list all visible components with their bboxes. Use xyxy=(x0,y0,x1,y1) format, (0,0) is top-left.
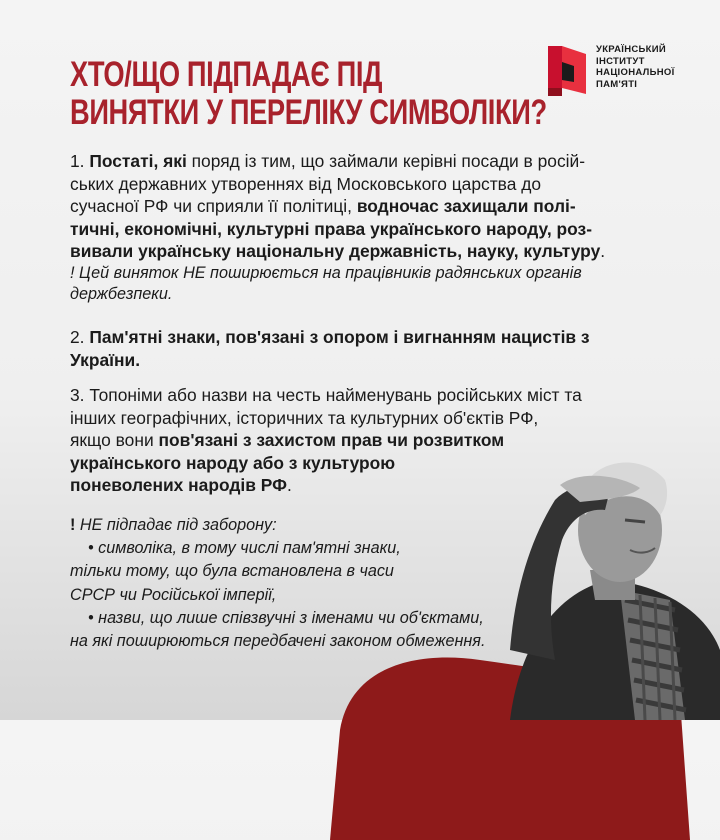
title-line-2: ВИНЯТКИ У ПЕРЕЛІКУ СИМВОЛІКИ? xyxy=(70,93,547,132)
item-1: 1. Постаті, які поряд із тим, що займали керівні посади в росій- ських державних утвореннях від Московського царства до сучасної РФ чи сприяли її політиці, водночас захищали полі- тичні, економічні, культурні права українського народу, роз- вивали українську національну державність, науку, культуру. ! Цей виняток НЕ поширюється на працівників радянських органів держбезпеки. xyxy=(70,150,670,305)
item-2: 2. Пам'ятні знаки, пов'язані з опором і вигнанням нацистів з України. xyxy=(70,327,590,370)
title-line-1: ХТО/ЩО ПІДПАДАЄ ПІД xyxy=(70,55,383,94)
page-title xyxy=(70,55,547,132)
item-1-lead: Постаті, які xyxy=(89,151,187,171)
portrait-image xyxy=(470,420,720,720)
institute-logo xyxy=(546,42,696,102)
logo-text: УКРАЇНСЬКИЙ ІНСТИТУТ НАЦІОНАЛЬНОЇ ПАМ'ЯТІ xyxy=(596,44,675,90)
institute-logo-icon xyxy=(546,42,590,100)
list-item: • символіка, в тому числі пам'ятні знаки, xyxy=(88,539,401,558)
exceptions-note: ! НЕ підпадає під заборону: • символіка, в тому числі пам'ятні знаки, тільки тому, що була встановлена в часи СРСР чи Російської імперії, • назви, що лише співзвучні з іменами чи об'єктами, на які поширюються передбачені законом обмеження. xyxy=(70,514,550,653)
item-1-note: ! Цей виняток НЕ поширюється на працівників радянських органів держбезпеки. xyxy=(70,263,582,303)
item-3: 3. Топоніми або назви на честь найменувань російських міст та інших географічних, історичних та культурних об'єктів РФ, якщо вони пов'язані з захистом прав чи розвитком українського народу або з культурою поневолених народів РФ. xyxy=(70,385,582,495)
list-item: • назви, що лише співзвучні з іменами чи об'єктами, xyxy=(88,608,484,627)
